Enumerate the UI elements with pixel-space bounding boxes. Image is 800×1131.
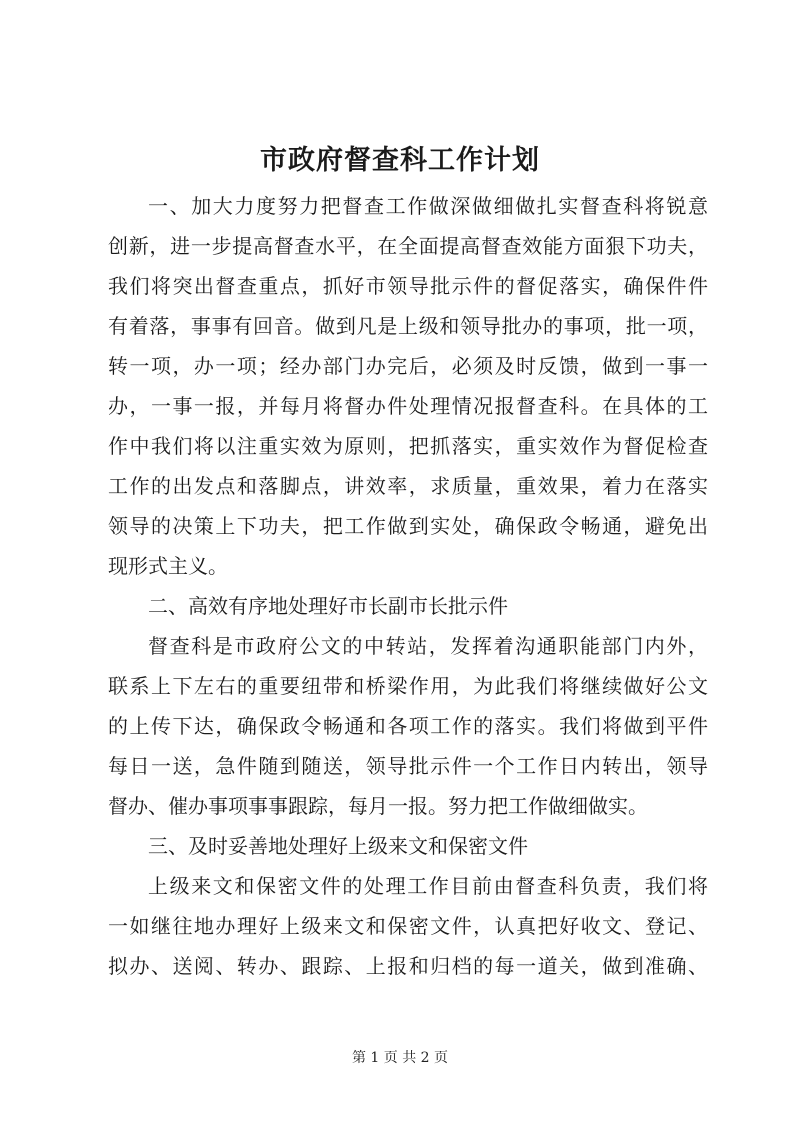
text-line: 一、加大力度努力把督查工作做深做细做扎实督查科将锐意	[148, 194, 708, 218]
text-line: 上级来文和保密文件的处理工作目前由督查科负责，我们将	[148, 874, 708, 898]
text-line: 三、及时妥善地处理好上级来文和保密文件	[148, 834, 528, 858]
document-title: 市政府督查科工作计划	[260, 145, 540, 176]
text-line: 创新，进一步提高督查水平，在全面提高督查效能方面狠下功夫，	[108, 234, 708, 258]
text-line: 办，一事一报，并每月将督办件处理情况报督查科。在具体的工	[108, 394, 708, 418]
text-line: 工作的出发点和落脚点，讲效率，求质量，重效果，着力在落实	[108, 474, 708, 498]
page-footer: 第 1 页 共 2 页	[351, 1050, 449, 1066]
text-line: 的上传下达，确保政令畅通和各项工作的落实。我们将做到平件	[108, 714, 708, 738]
text-line: 现形式主义。	[108, 554, 228, 578]
text-line: 有着落，事事有回音。做到凡是上级和领导批办的事项，批一项，	[108, 314, 708, 338]
text-line: 拟办、送阅、转办、跟踪、上报和归档的每一道关，做到准确、	[108, 954, 708, 978]
text-line: 二、高效有序地处理好市长副市长批示件	[148, 594, 508, 618]
text-line: 作中我们将以注重实效为原则，把抓落实，重实效作为督促检查	[108, 434, 708, 458]
text-line: 联系上下左右的重要纽带和桥梁作用，为此我们将继续做好公文	[108, 674, 708, 698]
text-line: 我们将突出督查重点，抓好市领导批示件的督促落实，确保件件	[108, 274, 708, 298]
text-line: 每日一送，急件随到随送，领导批示件一个工作日内转出，领导	[108, 754, 708, 778]
document-body	[108, 186, 708, 986]
text-line: 督办、催办事项事事跟踪，每月一报。努力把工作做细做实。	[108, 794, 648, 818]
text-line: 领导的决策上下功夫，把工作做到实处，确保政令畅通，避免出	[108, 514, 708, 538]
text-line: 一如继往地办理好上级来文和保密文件，认真把好收文、登记、	[108, 914, 708, 938]
text-line: 督查科是市政府公文的中转站，发挥着沟通职能部门内外，	[148, 634, 708, 658]
text-line: 转一项，办一项；经办部门办完后，必须及时反馈，做到一事一	[108, 354, 708, 378]
